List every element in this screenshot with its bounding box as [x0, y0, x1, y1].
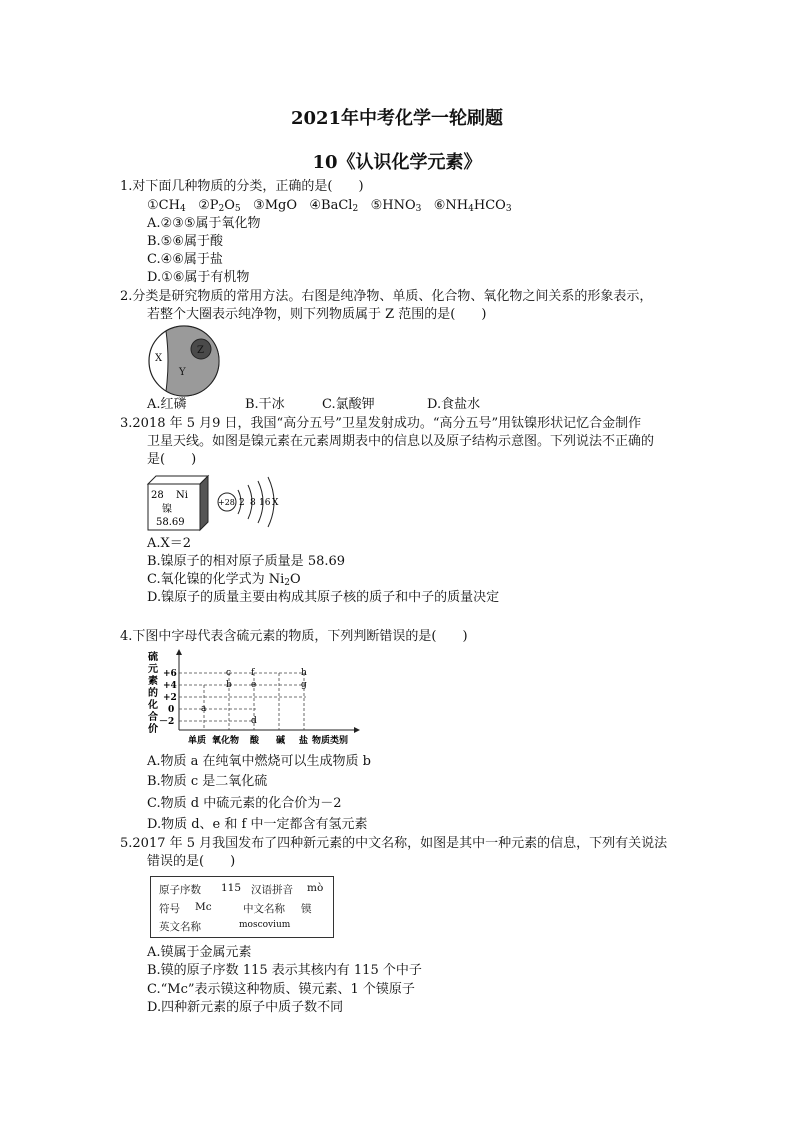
point-g: g — [301, 680, 307, 690]
q1-option-a: A.②③⑤属于氧化物 — [147, 216, 261, 231]
q2-stem-cont: 若整个大圈表示纯净物，则下列物质属于 Z 范围的是( ) — [147, 307, 487, 322]
cell-name: 镍 — [162, 504, 172, 515]
q4-option-a: A.物质 a 在纯氧中燃烧可以生成物质 b — [147, 754, 371, 769]
q3-stem: 3.2018 年 5 月9 日，我国“高分五号”卫星发射成功。“高分五号”用钛镍形状记忆合金制作 — [120, 416, 642, 431]
ylabel-1: 元 — [148, 664, 158, 675]
ytick-4: +4 — [163, 681, 177, 691]
q3-stem-cont2: 是( ) — [147, 452, 197, 467]
page-subtitle: 10《认识化学元素》 — [312, 152, 482, 173]
q3-option-d: D.镍原子的质量主要由构成其原子核的质子和中子的质量决定 — [147, 590, 500, 605]
q2-option-d: D.食盐水 — [427, 397, 481, 412]
q5-stem-cont: 错误的是( ) — [147, 854, 236, 869]
q5-option-b: B.镆的原子序数 115 表示其核内有 115 个中子 — [147, 963, 422, 978]
info-value-enname: moscovium — [239, 920, 291, 930]
point-d: d — [251, 716, 257, 726]
xtick-elem: 单质 — [188, 736, 207, 746]
ytick-6: +6 — [163, 669, 177, 679]
q4-option-c: C.物质 d 中硫元素的化合价为－2 — [147, 796, 342, 811]
cell-mass: 58.69 — [156, 517, 185, 528]
shell-1: 2 — [239, 498, 245, 508]
q2-stem: 2.分类是研究物质的常用方法。右图是纯净物、单质、化合物、氧化物之间关系的形象表示， — [120, 289, 653, 304]
point-e: e — [251, 680, 257, 690]
ylabel-3: 的 — [148, 688, 158, 699]
q4-stem: 4.下图中字母代表含硫元素的物质，下列判断错误的是( ) — [120, 629, 468, 644]
q1-stem: 1.对下面几种物质的分类，正确的是( ) — [120, 179, 364, 194]
xlabel: 物质类别 — [312, 736, 349, 746]
ylabel-0: 硫 — [148, 652, 158, 663]
info-label-symbol: 符号 — [159, 903, 180, 915]
q5-option-c: C.“Mc”表示镆这种物质、镆元素、1 个镆原子 — [147, 982, 415, 997]
xtick-base: 碱 — [276, 736, 286, 746]
page-title: 2021年中考化学一轮刷题 — [290, 108, 504, 129]
sulfur-valence-chart — [146, 648, 366, 746]
info-label-number: 原子序数 — [159, 884, 201, 896]
info-value-symbol: Mc — [195, 901, 212, 913]
point-c: c — [226, 668, 232, 678]
info-label-cnname: 中文名称 — [243, 903, 285, 915]
ytick-neg2: －2 — [159, 717, 175, 727]
shell-4: X — [272, 498, 279, 508]
q2-option-a: A.红磷 — [147, 397, 187, 412]
info-value-pinyin: mò — [307, 882, 324, 894]
q3-option-b: B.镍原子的相对原子质量是 58.69 — [147, 554, 346, 569]
q4-option-d: D.物质 d、e 和 f 中一定都含有氢元素 — [147, 817, 368, 832]
info-label-pinyin: 汉语拼音 — [251, 884, 293, 896]
q3-stem-cont: 卫星天线。如图是镍元素在元素周期表中的信息以及原子结构示意图。下列说法不正确的 — [147, 434, 655, 449]
classification-diagram — [146, 325, 226, 397]
ylabel-5: 合 — [148, 712, 158, 723]
xtick-oxide: 氧化物 — [212, 736, 240, 746]
shell-3: 16 — [259, 498, 271, 508]
nickel-atom-structure — [214, 474, 284, 530]
point-h: h — [301, 668, 307, 678]
element-info-box — [150, 876, 334, 938]
q5-option-d: D.四种新元素的原子中质子数不同 — [147, 1000, 344, 1015]
ytick-2: +2 — [163, 693, 177, 703]
point-b: b — [226, 680, 232, 690]
q1-items: $①CH_4$ $②P_2O_5$ ③MgO ④BaCl$_2$ $⑤HNO_3$ $⑥NH_4HCO_3$ — [147, 198, 512, 214]
cell-number: 28 — [151, 490, 164, 501]
q1-option-b: B.⑤⑥属于酸 — [147, 234, 223, 249]
shell-2: 8 — [250, 498, 256, 508]
q5-option-a: A.镆属于金属元素 — [147, 945, 252, 960]
ylabel-2: 素 — [148, 676, 158, 687]
q4-option-b: B.物质 c 是二氧化硫 — [147, 774, 268, 789]
periodic-cell-nickel — [146, 474, 216, 532]
ylabel-6: 价 — [148, 724, 158, 735]
nucleus-charge: +28 — [218, 498, 235, 507]
q2-option-c: C.氯酸钾 — [322, 397, 375, 412]
cell-symbol: Ni — [176, 490, 188, 501]
label-z: Z — [197, 345, 204, 356]
info-label-enname: 英文名称 — [159, 921, 201, 933]
label-y: Y — [179, 367, 186, 378]
info-value-cnname: 镆 — [301, 903, 312, 915]
ylabel-4: 化 — [148, 700, 158, 711]
q1-option-c: C.④⑥属于盐 — [147, 252, 223, 267]
point-a: a — [201, 704, 207, 714]
q5-stem: 5.2017 年 5 月我国发布了四种新元素的中文名称，如图是其中一种元素的信息，下列有关说法 — [120, 836, 668, 851]
xtick-salt: 盐 — [299, 736, 309, 746]
q2-option-b: B.干冰 — [245, 397, 285, 412]
info-value-number: 115 — [221, 882, 242, 894]
xtick-acid: 酸 — [250, 736, 260, 746]
label-x: X — [155, 353, 163, 364]
point-f: f — [251, 668, 255, 678]
q3-option-c: C.氧化镍的化学式为 $Ni_2O$ — [147, 572, 301, 588]
q1-option-d: D.①⑥属于有机物 — [147, 270, 250, 285]
q3-option-a: A.X＝2 — [147, 536, 192, 551]
ytick-0: 0 — [168, 705, 175, 715]
